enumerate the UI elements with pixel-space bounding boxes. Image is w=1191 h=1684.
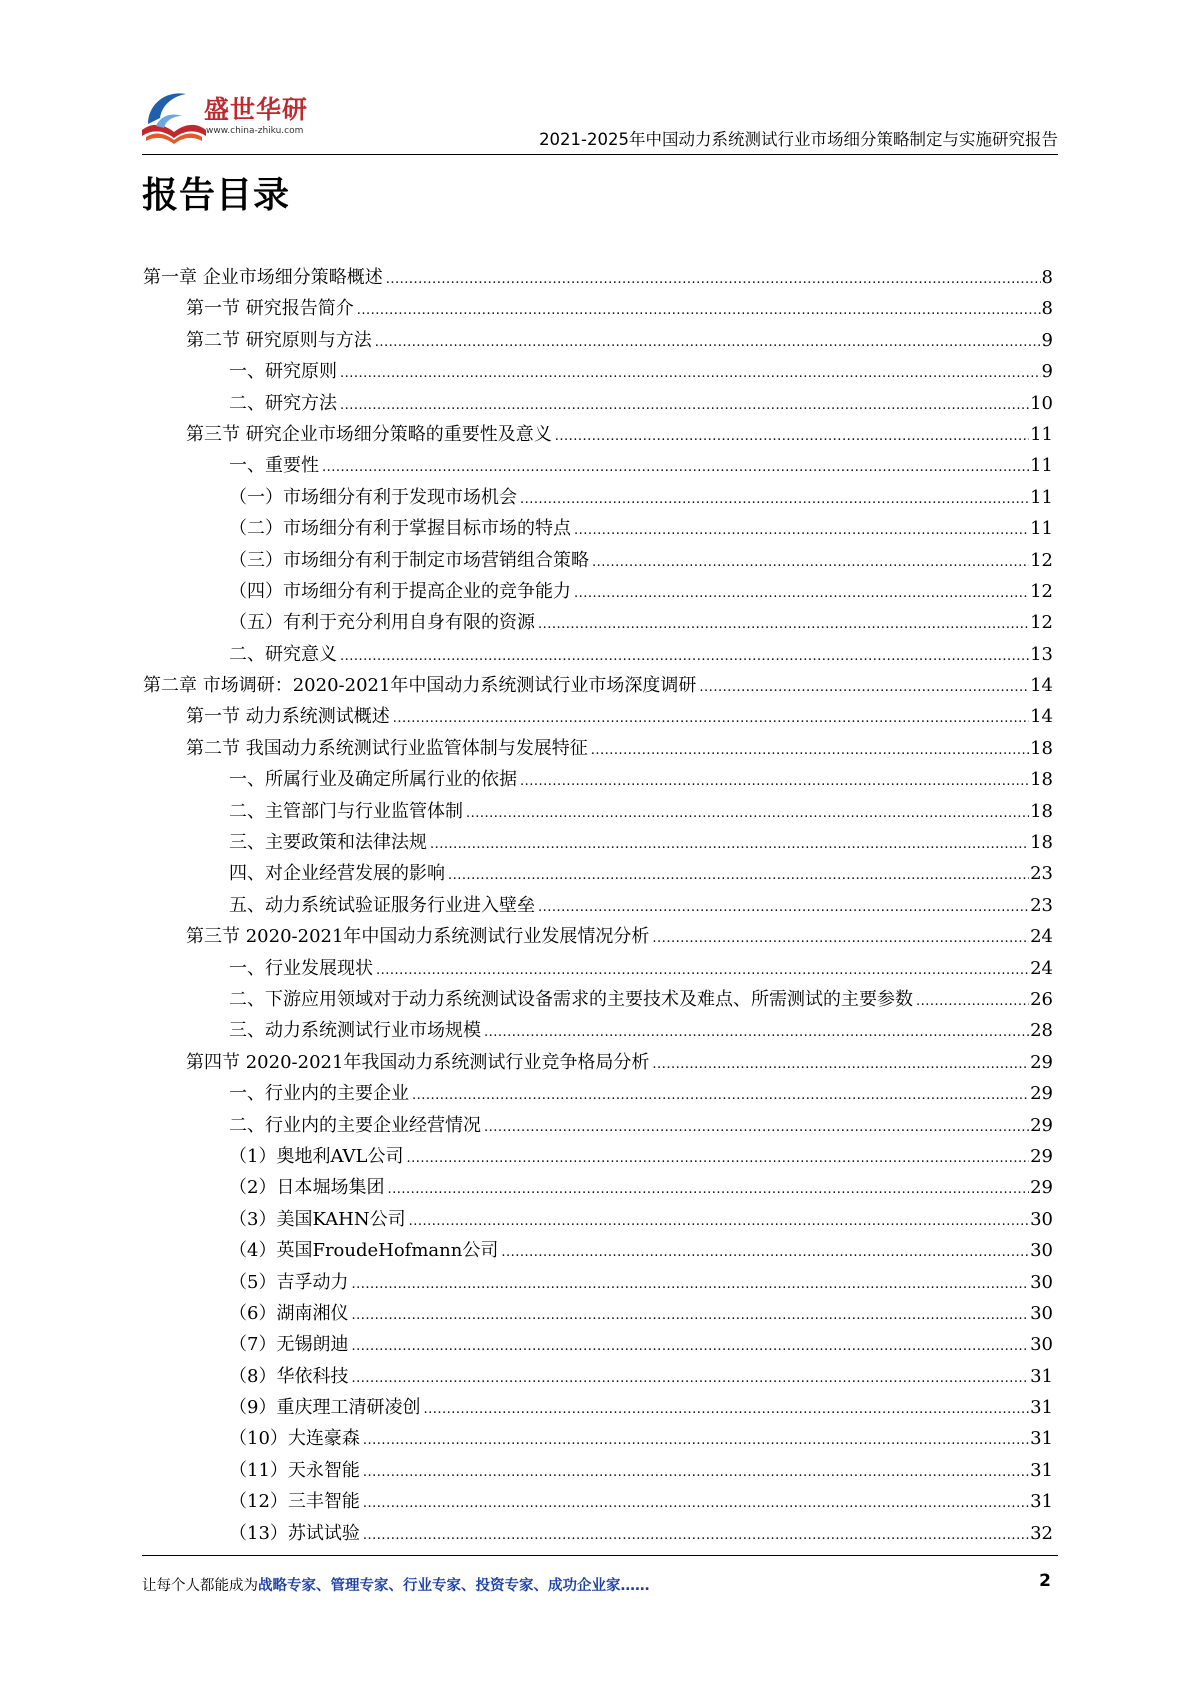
toc-entry[interactable] [143, 1486, 1053, 1517]
toc-dot-leader [363, 1457, 1029, 1488]
toc-entry-label: 一、行业发展现状 [229, 957, 373, 979]
toc-entry[interactable] [143, 293, 1053, 324]
toc-entry[interactable] [143, 858, 1053, 889]
toc-entry-page: 30 [1030, 1334, 1053, 1356]
toc-dot-leader [574, 515, 1029, 546]
toc-entry-label: （一）市场细分有利于发现市场机会 [229, 486, 517, 508]
toc-entry[interactable] [143, 262, 1053, 293]
toc-entry[interactable] [143, 670, 1053, 701]
toc-entry-label: （2）日本堀场集团 [229, 1177, 385, 1199]
header-divider [142, 154, 1058, 155]
toc-entry-label: 二、主管部门与行业监管体制 [229, 800, 463, 822]
toc-entry-page: 29 [1030, 1114, 1053, 1136]
toc-entry-label: （12）三丰智能 [229, 1491, 360, 1513]
toc-entry-label: 一、研究原则 [229, 361, 337, 383]
toc-dot-leader [357, 295, 1041, 326]
toc-entry-label: （7）无锡朗迪 [229, 1334, 349, 1356]
toc-entry-page: 31 [1030, 1428, 1053, 1450]
toc-entry-label: （9）重庆理工清研凌创 [229, 1397, 421, 1419]
toc-entry-label: （4）英国FroudeHofmann公司 [229, 1240, 499, 1262]
toc-entry[interactable] [143, 325, 1053, 356]
toc-dot-leader [363, 1488, 1029, 1519]
toc-entry[interactable] [143, 607, 1053, 638]
toc-dot-leader [574, 578, 1029, 609]
toc-entry-page: 29 [1030, 1145, 1053, 1167]
toc-entry-label: 二、下游应用领域对于动力系统测试设备需求的主要技术及难点、所需测试的主要参数 [229, 988, 913, 1010]
slogan-emphasis: 战略专家、管理专家、行业专家、投资专家、成功企业家…… [258, 1578, 650, 1594]
toc-entry-page: 23 [1030, 894, 1053, 916]
toc-dot-leader [351, 1331, 1029, 1362]
toc-dot-leader [407, 1143, 1030, 1174]
toc-entry-label: 一、所属行业及确定所属行业的依据 [229, 769, 517, 791]
toc-entry-label: 第一节 动力系统测试概述 [186, 706, 390, 728]
toc-entry[interactable] [143, 576, 1053, 607]
toc-entry-page: 26 [1030, 988, 1053, 1010]
toc-dot-leader [591, 735, 1029, 766]
toc-dot-leader [484, 1017, 1029, 1048]
toc-entry-label: （五）有利于充分利用自身有限的资源 [229, 612, 535, 634]
toc-entry-page: 9 [1041, 329, 1053, 351]
toc-entry-label: 四、对企业经营发展的影响 [229, 863, 445, 885]
toc-entry-label: （三）市场细分有利于制定市场营销组合策略 [229, 549, 589, 571]
toc-entry-page: 18 [1030, 832, 1053, 854]
toc-entry[interactable] [143, 1015, 1053, 1046]
toc-entry[interactable] [143, 1204, 1053, 1235]
table-of-contents [143, 262, 1053, 1549]
toc-entry-page: 30 [1030, 1208, 1053, 1230]
toc-dot-leader [520, 766, 1029, 797]
toc-entry[interactable] [143, 1361, 1053, 1392]
toc-entry[interactable] [143, 1235, 1053, 1266]
toc-entry[interactable] [143, 890, 1053, 921]
toc-dot-leader [448, 860, 1029, 891]
toc-dot-leader [351, 1269, 1029, 1300]
toc-entry-label: （3）美国KAHN公司 [229, 1208, 406, 1230]
toc-entry-page: 24 [1030, 957, 1053, 979]
toc-dot-leader [340, 358, 1041, 389]
toc-entry[interactable] [143, 1298, 1053, 1329]
toc-entry-label: （13）苏试试验 [229, 1522, 360, 1544]
toc-dot-leader [592, 547, 1029, 578]
toc-entry-label: （二）市场细分有利于掌握目标市场的特点 [229, 518, 571, 540]
toc-entry-label: 二、研究意义 [229, 643, 337, 665]
book-swirl-logo-icon [138, 86, 210, 148]
toc-entry[interactable] [143, 388, 1053, 419]
toc-entry-page: 29 [1030, 1051, 1053, 1073]
toc-dot-leader [423, 1394, 1029, 1425]
toc-entry-label: （10）大连豪森 [229, 1428, 360, 1450]
toc-entry-label: 三、动力系统测试行业市场规模 [229, 1020, 481, 1042]
toc-entry-label: 第一节 研究报告简介 [186, 298, 354, 320]
toc-entry[interactable] [143, 1110, 1053, 1141]
toc-entry-label: （8）华依科技 [229, 1365, 349, 1387]
toc-entry-label: 第三节 研究企业市场细分策略的重要性及意义 [186, 423, 552, 445]
toc-entry-page: 9 [1041, 361, 1053, 383]
toc-entry-page: 8 [1041, 298, 1053, 320]
toc-entry-page: 18 [1030, 737, 1053, 759]
toc-entry-label: 第一章 企业市场细分策略概述 [143, 267, 383, 288]
toc-dot-leader [412, 1080, 1029, 1111]
toc-entry[interactable] [143, 764, 1053, 795]
toc-dot-leader [430, 829, 1029, 860]
toc-entry[interactable] [143, 1078, 1053, 1109]
toc-entry-page: 13 [1030, 643, 1053, 665]
toc-entry[interactable] [143, 984, 1053, 1015]
toc-entry-page: 11 [1030, 423, 1053, 445]
toc-entry-label: 五、动力系统试验证服务行业进入壁垒 [229, 894, 535, 916]
toc-entry-page: 11 [1030, 518, 1053, 540]
toc-dot-leader [351, 1300, 1029, 1331]
toc-entry[interactable] [143, 356, 1053, 387]
toc-entry-label: 第二节 我国动力系统测试行业监管体制与发展特征 [186, 737, 588, 759]
toc-entry[interactable] [143, 639, 1053, 670]
toc-entry-label: （1）奥地利AVL公司 [229, 1145, 404, 1167]
toc-entry-label: 一、重要性 [229, 455, 319, 477]
toc-dot-leader [340, 641, 1029, 672]
toc-dot-leader [501, 1237, 1029, 1268]
toc-entry-label: 第四节 2020-2021年我国动力系统测试行业竞争格局分析 [186, 1051, 650, 1073]
toc-entry[interactable] [143, 1329, 1053, 1360]
toc-entry-page: 23 [1030, 863, 1053, 885]
toc-entry-page: 31 [1030, 1459, 1053, 1481]
toc-dot-leader [409, 1206, 1029, 1237]
toc-entry-page: 28 [1030, 1020, 1053, 1042]
toc-entry-page: 12 [1030, 549, 1053, 571]
toc-entry-page: 12 [1030, 612, 1053, 634]
toc-entry[interactable] [143, 796, 1053, 827]
toc-entry-page: 32 [1030, 1522, 1053, 1544]
toc-dot-leader [699, 672, 1029, 703]
toc-dot-leader [652, 1049, 1029, 1080]
toc-dot-leader [538, 892, 1029, 923]
toc-entry-page: 11 [1030, 455, 1053, 477]
toc-dot-leader [520, 484, 1029, 515]
toc-dot-leader [393, 703, 1029, 734]
footer-slogan [142, 1574, 650, 1595]
toc-entry[interactable] [143, 1267, 1053, 1298]
toc-entry-page: 18 [1030, 800, 1053, 822]
toc-entry-page: 18 [1030, 769, 1053, 791]
page-number: 2 [1039, 1571, 1051, 1591]
toc-entry-page: 29 [1030, 1177, 1053, 1199]
toc-entry[interactable] [143, 482, 1053, 513]
toc-dot-leader [538, 609, 1029, 640]
toc-entry[interactable] [143, 1172, 1053, 1203]
toc-entry[interactable] [143, 733, 1053, 764]
toc-entry[interactable] [143, 1423, 1053, 1454]
toc-entry[interactable] [143, 419, 1053, 450]
toc-entry-page: 14 [1030, 706, 1053, 728]
toc-entry-page: 14 [1030, 675, 1053, 697]
logo-url: www.china-zhiku.com [206, 126, 304, 136]
report-title: 2021-2025年中国动力系统测试行业市场细分策略制定与实施研究报告 [539, 130, 1058, 149]
toc-entry[interactable] [143, 1455, 1053, 1486]
toc-entry[interactable] [143, 1518, 1053, 1549]
toc-entry-label: （5）吉孚动力 [229, 1271, 349, 1293]
toc-dot-leader [555, 421, 1029, 452]
toc-entry[interactable] [143, 1047, 1053, 1078]
toc-dot-leader [916, 986, 1029, 1017]
toc-entry-label: 第三节 2020-2021年中国动力系统测试行业发展情况分析 [186, 926, 650, 948]
toc-entry-page: 11 [1030, 486, 1053, 508]
logo-name: 盛世华研 [204, 95, 309, 124]
toc-dot-leader [375, 327, 1041, 358]
toc-entry-page: 29 [1030, 1083, 1053, 1105]
toc-dot-leader [652, 923, 1029, 954]
toc-dot-leader [351, 1363, 1029, 1394]
toc-entry-page: 8 [1041, 267, 1053, 288]
toc-entry-page: 31 [1030, 1491, 1053, 1513]
toc-dot-leader [363, 1425, 1029, 1456]
toc-dot-leader [386, 264, 1041, 295]
toc-entry[interactable] [143, 545, 1053, 576]
toc-entry[interactable] [143, 513, 1053, 544]
toc-entry-page: 24 [1030, 926, 1053, 948]
company-logo [138, 82, 308, 152]
toc-entry-label: 二、行业内的主要企业经营情况 [229, 1114, 481, 1136]
toc-entry-page: 12 [1030, 580, 1053, 602]
toc-entry-label: 第二章 市场调研：2020-2021年中国动力系统测试行业市场深度调研 [143, 675, 697, 697]
toc-entry[interactable] [143, 827, 1053, 858]
page-title: 报告目录 [142, 175, 291, 216]
slogan-prefix: 让每个人都能成为 [142, 1578, 258, 1594]
toc-entry-page: 30 [1030, 1302, 1053, 1324]
toc-entry-label: 二、研究方法 [229, 392, 337, 414]
toc-dot-leader [340, 390, 1029, 421]
footer-divider [142, 1555, 1058, 1556]
toc-entry-label: （四）市场细分有利于提高企业的竞争能力 [229, 580, 571, 602]
toc-entry-page: 31 [1030, 1397, 1053, 1419]
toc-dot-leader [387, 1174, 1029, 1205]
toc-entry-page: 30 [1030, 1271, 1053, 1293]
toc-entry[interactable] [143, 450, 1053, 481]
toc-dot-leader [363, 1520, 1029, 1551]
toc-dot-leader [484, 1112, 1029, 1143]
toc-entry-page: 30 [1030, 1240, 1053, 1262]
toc-entry-label: （6）湖南湘仪 [229, 1302, 349, 1324]
toc-entry[interactable] [143, 1392, 1053, 1423]
toc-entry[interactable] [143, 953, 1053, 984]
toc-dot-leader [376, 955, 1029, 986]
toc-entry-label: 一、行业内的主要企业 [229, 1083, 409, 1105]
toc-entry-label: （11）天永智能 [229, 1459, 360, 1481]
toc-entry[interactable] [143, 1141, 1053, 1172]
toc-entry-page: 10 [1030, 392, 1053, 414]
toc-entry[interactable] [143, 701, 1053, 732]
toc-entry-label: 三、主要政策和法律法规 [229, 832, 427, 854]
toc-entry-page: 31 [1030, 1365, 1053, 1387]
toc-dot-leader [322, 452, 1029, 483]
toc-entry[interactable] [143, 921, 1053, 952]
toc-dot-leader [466, 798, 1029, 829]
toc-entry-label: 第二节 研究原则与方法 [186, 329, 372, 351]
